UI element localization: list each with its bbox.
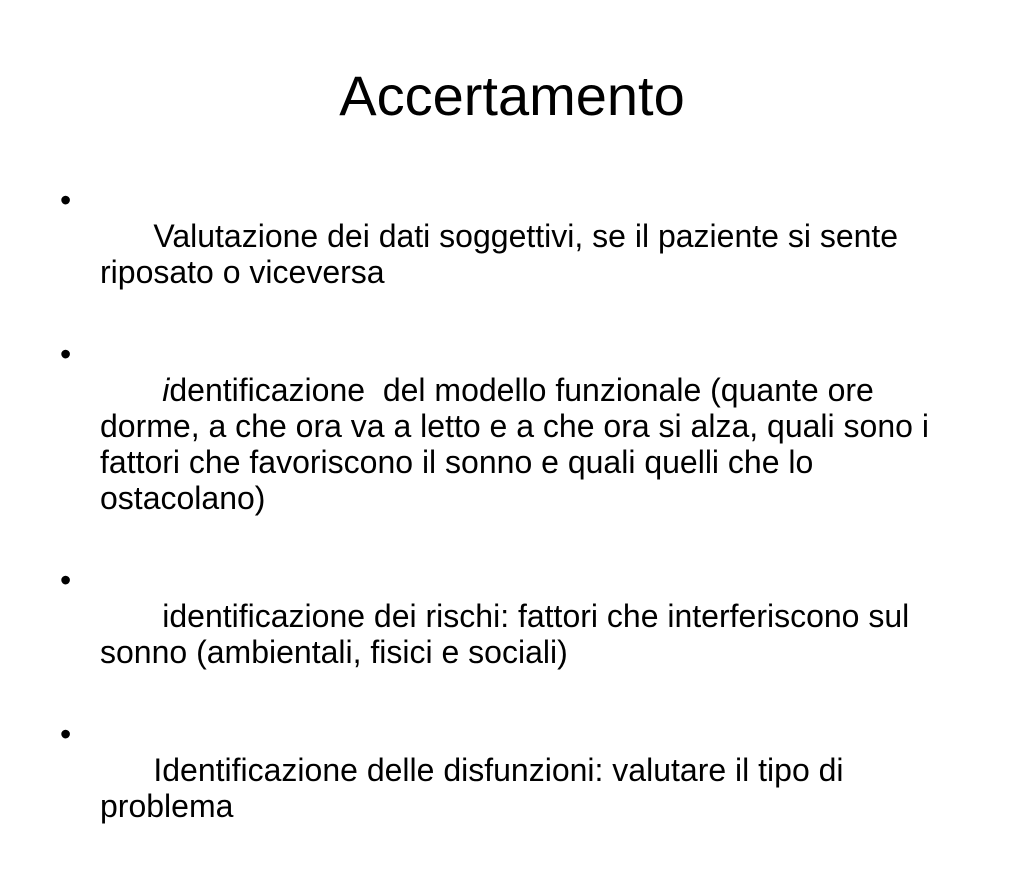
bullet-icon: • bbox=[60, 182, 72, 218]
list-item bbox=[60, 182, 980, 326]
bullet-text: identificazione dei rischi: fattori che interferiscono sul sonno (ambientali, fisici e sociali) bbox=[100, 598, 919, 670]
bullet-icon: • bbox=[60, 716, 72, 752]
list-item bbox=[60, 336, 980, 552]
bullet-icon: • bbox=[60, 336, 72, 372]
bullet-text: dentificazione del modello funzionale (quante ore dorme, a che ora va a letto e a che ora si alza, quali sono i fattori che favoriscono il sonno e quali quelli che lo ostacolano) bbox=[100, 372, 938, 516]
bullet-lead-italic: i bbox=[153, 372, 170, 408]
bullet-text: Valutazione dei dati soggettivi, se il paziente si sente riposato o viceversa bbox=[100, 218, 907, 290]
list-item bbox=[60, 562, 980, 706]
list-item bbox=[60, 716, 980, 860]
bullet-list bbox=[60, 182, 980, 870]
bullet-text: Identificazione delle disfunzioni: valutare il tipo di problema bbox=[100, 752, 853, 824]
slide-title: Accertamento bbox=[339, 64, 685, 127]
bullet-icon: • bbox=[60, 562, 72, 598]
